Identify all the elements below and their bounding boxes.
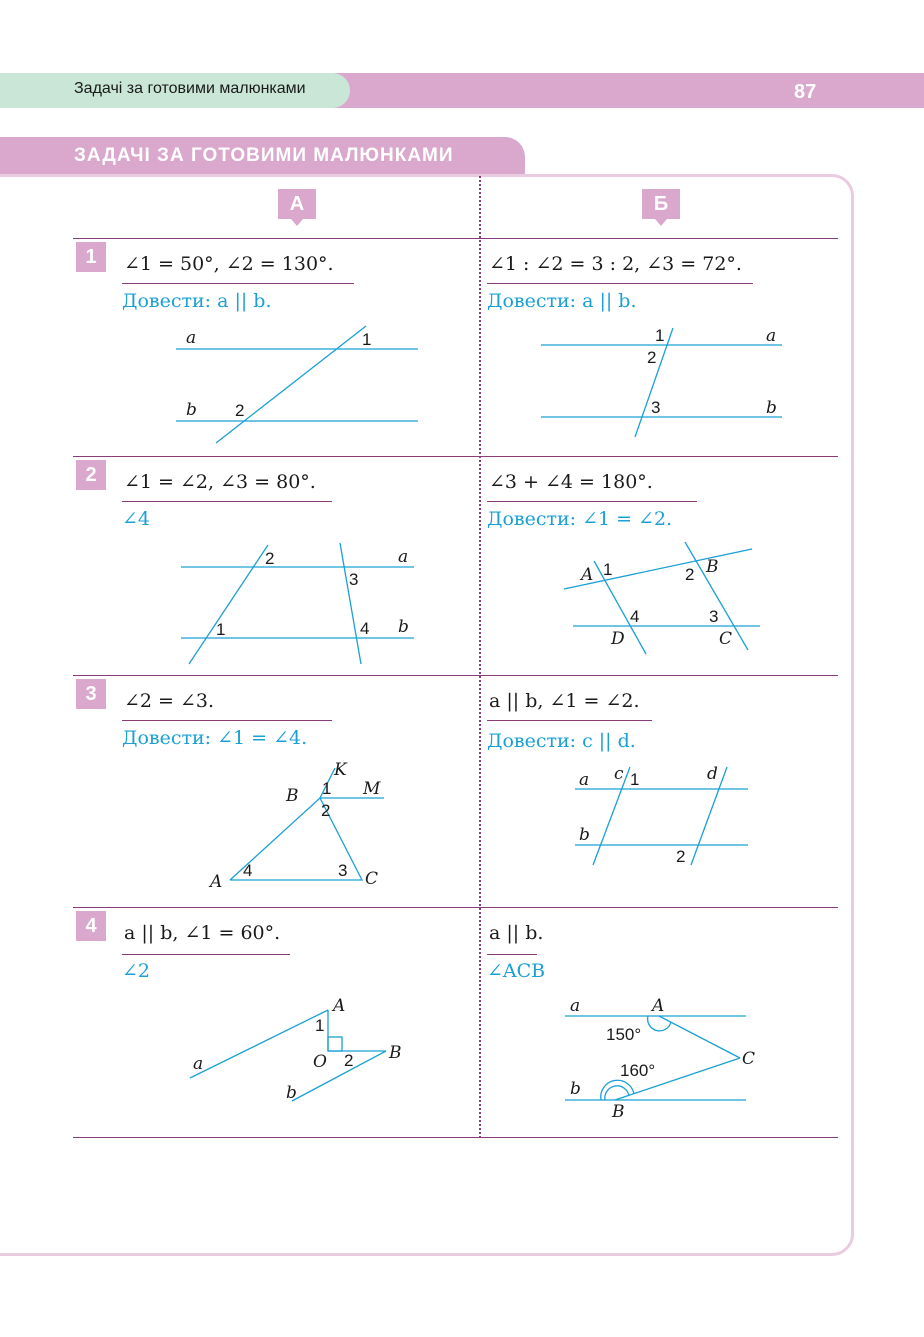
goal-text: Довести: ∠1 = ∠4. bbox=[122, 727, 308, 749]
fig-label: 3 bbox=[338, 861, 348, 880]
fig-label: K bbox=[334, 760, 347, 780]
section-title: ЗАДАЧІ ЗА ГОТОВИМИ МАЛЮНКАМИ bbox=[74, 145, 454, 166]
angle-arc bbox=[605, 1086, 629, 1100]
fig-label: 1 bbox=[216, 620, 226, 639]
fig-label: c bbox=[614, 764, 624, 784]
fig-label: A bbox=[210, 872, 223, 892]
fig-label: a bbox=[570, 996, 581, 1016]
goal-text: Довести: ∠1 = ∠2. bbox=[487, 508, 673, 530]
goal-text: Довести: a || b. bbox=[487, 290, 637, 312]
given-text: a || b, ∠1 = 60°. bbox=[124, 922, 281, 944]
fig-label: M bbox=[363, 779, 381, 799]
fig-label: 3 bbox=[709, 607, 719, 626]
given-text: ∠3 + ∠4 = 180°. bbox=[489, 471, 653, 493]
problem-number: 1 bbox=[76, 242, 106, 272]
goal-text: Довести: c || d. bbox=[487, 730, 636, 752]
fig-label: 2 bbox=[265, 549, 275, 568]
fig-label: 2 bbox=[676, 847, 686, 866]
given-text: ∠1 = 50°, ∠2 = 130°. bbox=[124, 253, 334, 275]
fig-label: 1 bbox=[630, 770, 640, 789]
fig-label: 150° bbox=[606, 1025, 642, 1044]
fig-label: 3 bbox=[651, 398, 661, 417]
fig-label: b bbox=[186, 400, 197, 420]
fig-label: 1 bbox=[315, 1016, 325, 1035]
angle-arc bbox=[648, 1016, 671, 1031]
fig-label: 4 bbox=[630, 607, 640, 626]
given-text: a || b, ∠1 = ∠2. bbox=[489, 690, 640, 712]
problem-number: 4 bbox=[76, 911, 106, 941]
fig-label: 1 bbox=[655, 326, 665, 345]
fig-line bbox=[189, 545, 268, 664]
fig-label: D bbox=[611, 629, 625, 649]
given-text: ∠1 = ∠2, ∠3 = 80°. bbox=[124, 471, 316, 493]
problem-number: 2 bbox=[76, 460, 106, 490]
fig-label: 2 bbox=[235, 401, 245, 420]
goal-text: Довести: a || b. bbox=[122, 290, 272, 312]
fig-label: B bbox=[706, 557, 719, 577]
fig-label: b bbox=[579, 825, 590, 845]
fig-label: C bbox=[719, 629, 733, 649]
fig-label: B bbox=[389, 1043, 402, 1063]
fig-line bbox=[292, 1051, 386, 1101]
fig-label: b bbox=[398, 617, 409, 637]
goal-text: ∠ACB bbox=[487, 960, 546, 982]
fig-label: A bbox=[652, 996, 665, 1016]
fig-line bbox=[340, 543, 361, 664]
given-text: a || b. bbox=[489, 922, 544, 944]
fig-label: 4 bbox=[360, 619, 370, 638]
fig-label: A bbox=[581, 565, 594, 585]
page-number: 87 bbox=[794, 81, 817, 103]
fig-label: O bbox=[313, 1052, 327, 1072]
fig-label: 2 bbox=[647, 348, 657, 367]
fig-label: 2 bbox=[685, 565, 695, 584]
fig-label: 160° bbox=[620, 1061, 656, 1080]
fig-label: d bbox=[707, 764, 718, 784]
fig-label: a bbox=[579, 770, 590, 790]
fig-line bbox=[593, 767, 630, 865]
fig-label: B bbox=[286, 786, 299, 806]
fig-label: b bbox=[570, 1079, 581, 1099]
fig-label: 2 bbox=[321, 801, 331, 820]
given-text: ∠1 : ∠2 = 3 : 2, ∠3 = 72°. bbox=[489, 253, 742, 275]
fig-label: 1 bbox=[322, 779, 332, 798]
given-text: ∠2 = ∠3. bbox=[124, 690, 215, 712]
fig-label: B bbox=[612, 1102, 625, 1122]
fig-label: 4 bbox=[243, 861, 253, 880]
fig-line bbox=[190, 1010, 328, 1078]
fig-label: 3 bbox=[349, 570, 359, 589]
fig-label: 2 bbox=[344, 1051, 354, 1070]
right-angle-mark bbox=[328, 1037, 342, 1051]
goal-text: ∠4 bbox=[122, 508, 151, 530]
fig-line bbox=[216, 326, 366, 443]
fig-label: 1 bbox=[603, 560, 613, 579]
fig-label: b bbox=[286, 1083, 297, 1103]
fig-label: C bbox=[742, 1049, 756, 1069]
fig-label: a bbox=[766, 326, 777, 346]
header-title: Задачі за готовими малюнками bbox=[74, 80, 306, 97]
fig-label: a bbox=[186, 328, 197, 348]
fig-label: C bbox=[365, 869, 379, 889]
fig-label: A bbox=[333, 996, 346, 1016]
fig-label: b bbox=[766, 398, 777, 418]
fig-label: 1 bbox=[362, 330, 372, 349]
problem-number: 3 bbox=[76, 679, 106, 709]
angle-arc bbox=[601, 1080, 634, 1100]
column-badge-b: Б bbox=[642, 189, 680, 219]
fig-label: a bbox=[193, 1054, 204, 1074]
goal-text: ∠2 bbox=[122, 960, 151, 982]
column-badge-a: А bbox=[278, 189, 316, 219]
fig-label: a bbox=[398, 547, 409, 567]
